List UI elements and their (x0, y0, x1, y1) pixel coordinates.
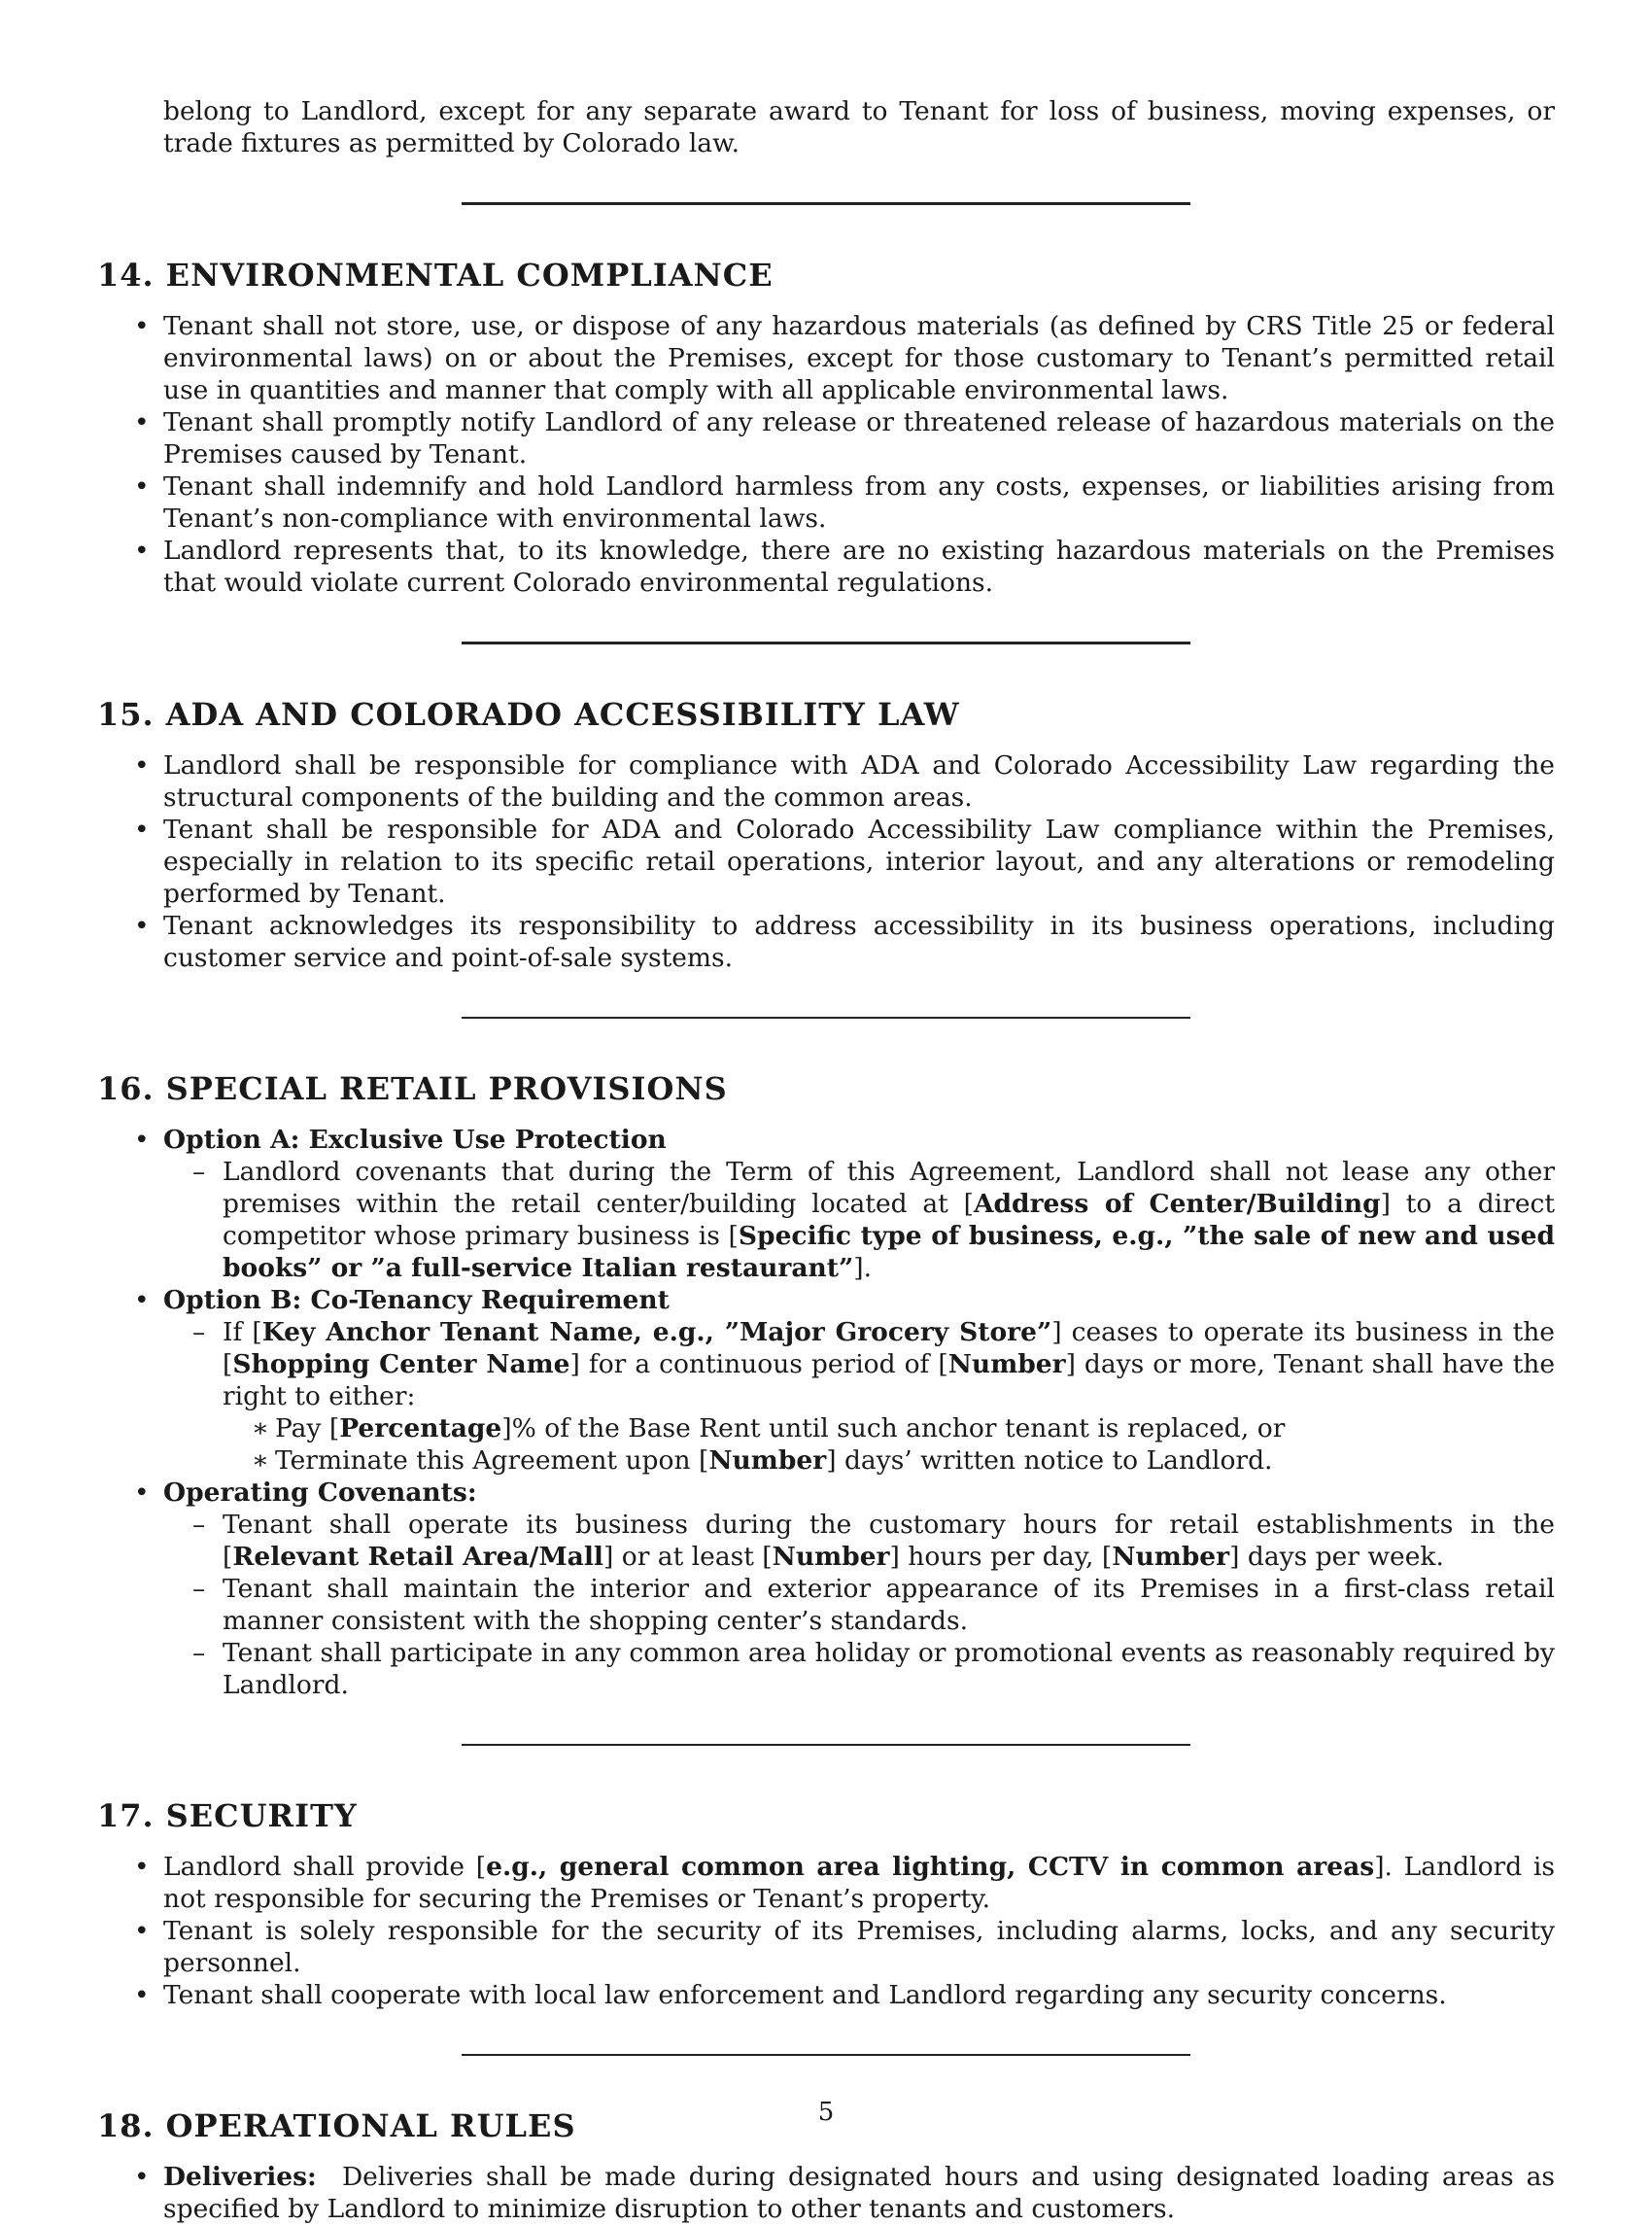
section-divider (462, 202, 1190, 205)
list-item: – If [Key Anchor Tenant Name, e.g., ”Major Grocery Store”] ceases to operate its business in the [Shopping Center Name] for a continuous period of [Number] days or more, Tenant shall have the right to either: ∗ Pay [Percentage]% of the Base Rent until such anchor tenant is replaced, or ∗ Terminate this Agreement upon [Number] days’ written notice to Landlord. (163, 1316, 1555, 1477)
list-item: • Tenant shall indemnify and hold Landlord harmless from any costs, expenses, or liabilities arising from Tenant’s non-compliance with environmental laws. (97, 470, 1555, 535)
list-item: • Tenant acknowledges its responsibility to address accessibility in its business operations, including customer service and point-of-sale systems. (97, 910, 1555, 974)
operating-covenants-label: Operating Covenants: (163, 1478, 477, 1508)
option-a-item (97, 1124, 1555, 1284)
section-14-list (97, 310, 1555, 599)
list-item: – Tenant shall maintain the interior and exterior appearance of its Premises in a first-class retail manner consistent with the shopping center’s standards. (163, 1573, 1555, 1637)
list-item: ∗ Pay [Percentage]% of the Base Rent until such anchor tenant is replaced, or (223, 1412, 1555, 1444)
list-item: • Tenant shall not store, use, or dispose of any hazardous materials (as defined by CRS Title 25 or federal environmental laws) on or about the Premises, except for those customary to Tenant’s permitted retail use in quantities and manner that comply with all applicable environmental laws. (97, 310, 1555, 406)
list-item: • Tenant shall be responsible for ADA and Colorado Accessibility Law compliance within the Premises, especially in relation to its specific retail operations, interior layout, and any alterations or remodeling performed by Tenant. (97, 814, 1555, 910)
section-heading-15: 15. ADA AND COLORADO ACCESSIBILITY LAW (97, 696, 960, 733)
option-b-item (97, 1284, 1555, 1477)
list-item: • Deliveries: Deliveries shall be made during designated hours and using designated loading areas as specified by Landlord to minimize disruption to other tenants and customers. (97, 2161, 1555, 2225)
section-16-list (97, 1124, 1555, 1701)
list-item: – Landlord covenants that during the Term of this Agreement, Landlord shall not lease any other premises within the retail center/building located at [Address of Center/Building] to a direct competitor whose primary business is [Specific type of business, e.g., ”the sale of new and used books” or ”a full-service Italian restaurant”]. (163, 1156, 1555, 1284)
page-number: 5 (817, 2098, 835, 2127)
list-item: • Tenant shall cooperate with local law enforcement and Landlord regarding any security concerns. (97, 1979, 1555, 2011)
option-a-label: Option A: Exclusive Use Protection (163, 1125, 667, 1155)
list-item: • Tenant is solely responsible for the security of its Premises, including alarms, locks, and any security personnel. (97, 1915, 1555, 1979)
section-heading-18: 18. OPERATIONAL RULES (97, 2107, 576, 2144)
list-item: • Landlord represents that, to its knowledge, there are no existing hazardous materials on the Premises that would violate current Colorado environmental regulations. (97, 535, 1555, 599)
list-item: • Tenant shall promptly notify Landlord of any release or threatened release of hazardous materials on the Premises caused by Tenant. (97, 406, 1555, 470)
list-item: • Landlord shall provide [e.g., general common area lighting, CCTV in common areas]. Landlord is not responsible for securing the Premises or Tenant’s property. (97, 1851, 1555, 1915)
option-b-label: Option B: Co-Tenancy Requirement (163, 1285, 670, 1315)
list-item: – Tenant shall operate its business during the customary hours for retail establishments in the [Relevant Retail Area/Mall] or at least [Number] hours per day, [Number] days per week. (163, 1509, 1555, 1573)
list-item: • Landlord shall be responsible for compliance with ADA and Colorado Accessibility Law regarding the structural components of the building and the common areas. (97, 749, 1555, 814)
section-17-list (97, 1851, 1555, 2011)
section-divider (462, 2054, 1190, 2056)
section-divider (462, 1744, 1190, 1746)
section-heading-17: 17. SECURITY (97, 1797, 358, 1834)
operating-covenants-item (97, 1477, 1555, 1701)
list-item: – Tenant shall participate in any common area holiday or promotional events as reasonably required by Landlord. (163, 1637, 1555, 1701)
intro-paragraph: belong to Landlord, except for any separate award to Tenant for loss of business, moving expenses, or trade fixtures as permitted by Colorado law. (163, 96, 1555, 158)
section-heading-14: 14. ENVIRONMENTAL COMPLIANCE (97, 257, 774, 294)
list-item: ∗ Terminate this Agreement upon [Number] days’ written notice to Landlord. (223, 1444, 1555, 1477)
section-heading-16: 16. SPECIAL RETAIL PROVISIONS (97, 1070, 728, 1107)
section-divider (462, 642, 1190, 644)
section-divider (462, 1017, 1190, 1019)
section-15-list (97, 749, 1555, 974)
section-18-list (97, 2161, 1555, 2225)
